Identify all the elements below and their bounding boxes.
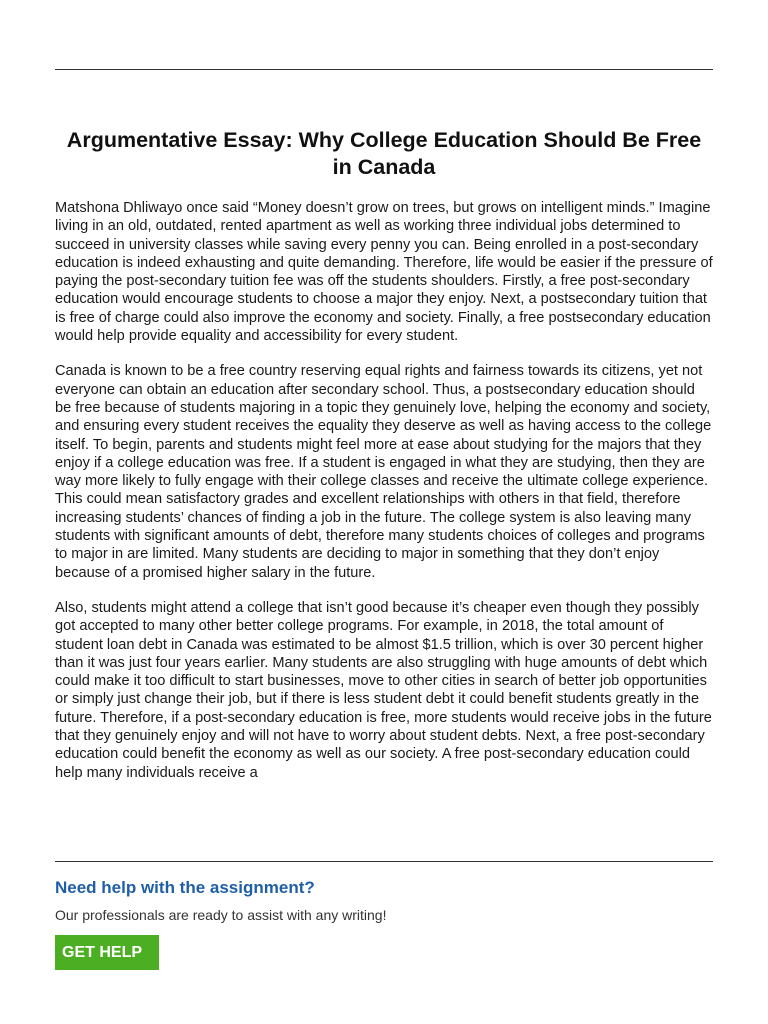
get-help-button[interactable]: GET HELP: [55, 935, 159, 970]
bottom-divider: [55, 861, 713, 862]
essay-paragraph-2: Canada is known to be a free country reserving equal rights and fairness towards its citizens, yet not everyone can obtain an education after secondary school. Thus, a postsecondary education should be free because of students majoring in a topic they genuinely love, helping the economy and society, and ensuring every student receives the equality they deserve as well as having access to the college itself. To begin, parents and students might feel more at ease about studying for the majors that they enjoy if a college education was free. If a student is engaged in what they are studying, then they are way more likely to fully engage with their college classes and receive the ultimate college experience. This could mean satisfactory grades and excellent relationships with others in that field, therefore increasing students’ chances of finding a job in the future. The college system is also leaving many students with significant amounts of debt, therefore many students choices of colleges and programs to major in are limited. Many students are deciding to major in something that they don’t enjoy because of a promised higher salary in the future.: [55, 363, 712, 581]
top-divider: [55, 69, 713, 70]
help-subtext: Our professionals are ready to assist with any writing!: [55, 907, 387, 923]
essay-body: [55, 199, 715, 799]
essay-paragraph-1: Matshona Dhliwayo once said “Money doesn’t grow on trees, but grows on intelligent minds.” Imagine living in an old, outdated, rented apartment as well as working three individual jobs determined to succeed in university classes while saving every penny you can. Being enrolled in a post-secondary education is indeed exhausting and quite demanding. Therefore, life would be easier if the pressure of paying the post-secondary tuition fee was off the students shoulders. Firstly, a free post-secondary education would encourage students to choose a major they enjoy. Next, a postsecondary tuition that is free of charge could also improve the economy and society. Finally, a free postsecondary education would help provide equality and accessibility for every student.: [55, 200, 713, 345]
help-heading: Need help with the assignment?: [55, 878, 315, 897]
essay-paragraph-3: Also, students might attend a college that isn’t good because it’s cheaper even though they possibly got accepted to many other better college programs. For example, in 2018, the total amount of student loan debt in Canada was estimated to be almost $1.5 trillion, which is over 30 percent higher than it was just four years earlier. Many students are also struggling with huge amounts of debt which could make it too difficult to start businesses, move to other cities in search of better job opportunities or simply just change their job, but if there is less student debt it could benefit students greatly in the future. Therefore, if a post-secondary education is free, more students would receive jobs in the future that they genuinely enjoy and will not have to worry about student debts. Next, a free post-secondary education could benefit the economy as well as our society. A free post-secondary education could help many individuals receive a: [55, 599, 712, 781]
essay-title: Argumentative Essay: Why College Education Should Be Free in Canada: [66, 128, 702, 179]
